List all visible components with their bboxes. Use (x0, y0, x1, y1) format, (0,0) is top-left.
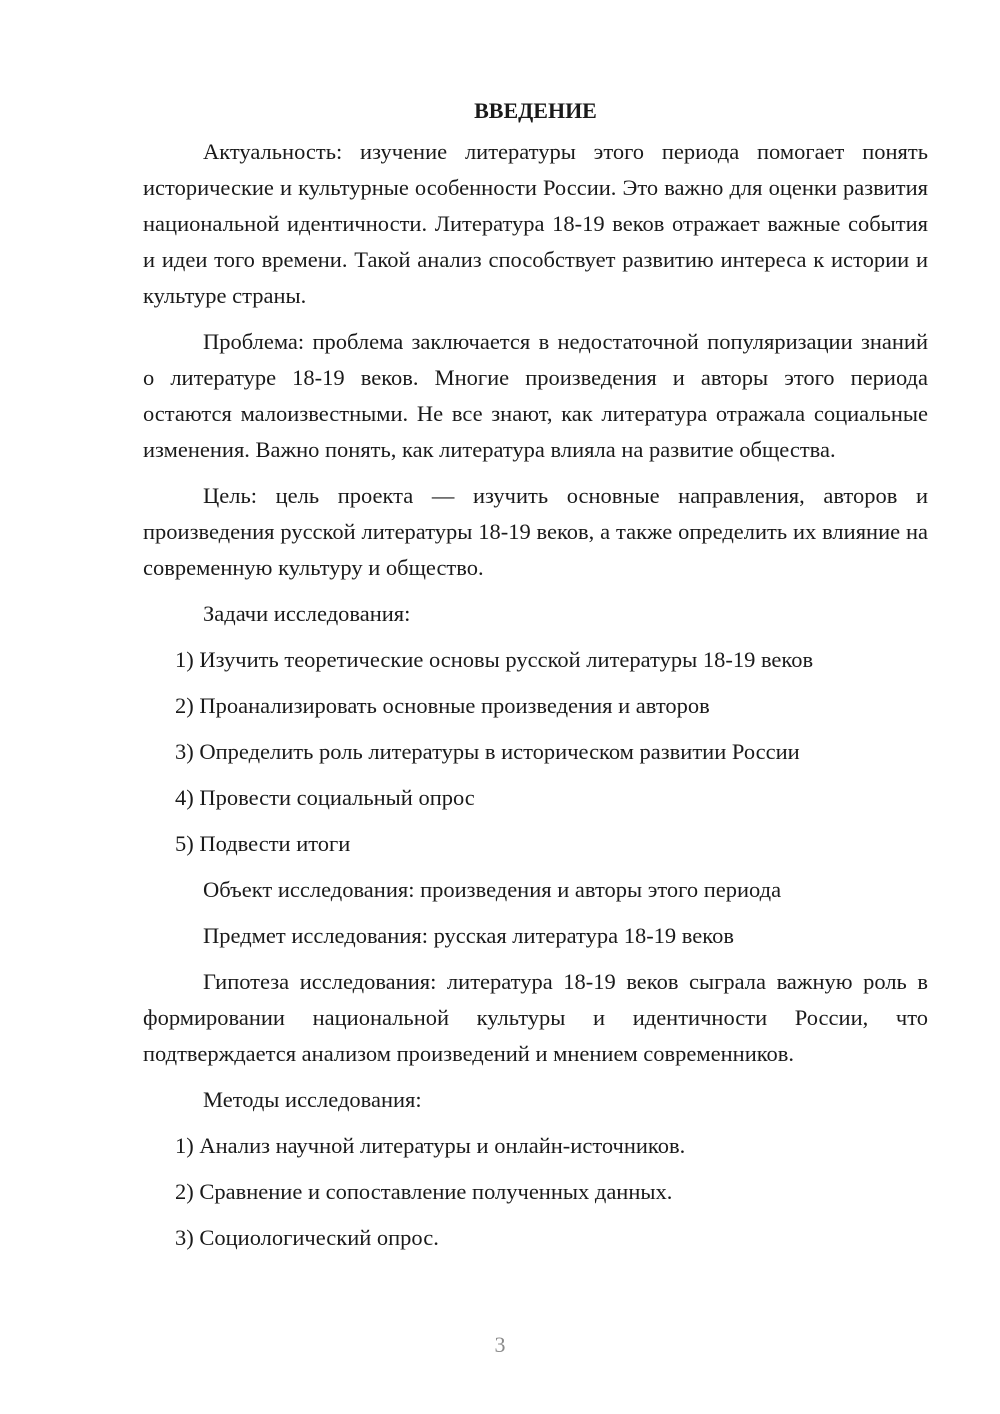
task-item: 2) Проанализировать основные произведения и авторов (175, 693, 710, 718)
task-item: 3) Определить роль литературы в историческом развитии России (175, 739, 800, 764)
methods-heading: Методы исследования: (203, 1087, 422, 1112)
tasks-heading: Задачи исследования: (203, 601, 411, 626)
goal-paragraph: Цель: цель проекта — изучить основные направления, авторов и произведения русской литературы 18-19 веков, а также определить их влияние на современную культуру и общество. (143, 483, 928, 580)
problem-paragraph: Проблема: проблема заключается в недостаточной популяризации знаний о литературе 18-19 веков. Многие произведения и авторы этого периода остаются малоизвестными. Не все знают, как литература отражала социальные изменения. Важно понять, как литература влияла на развитие общества. (143, 329, 928, 462)
task-item: 4) Провести социальный опрос (175, 785, 475, 810)
method-item: 2) Сравнение и сопоставление полученных данных. (175, 1179, 673, 1204)
task-item: 1) Изучить теоретические основы русской литературы 18-19 веков (175, 647, 814, 672)
research-subject: Предмет исследования: русская литература 18-19 веков (203, 923, 734, 948)
page-content (143, 94, 928, 1266)
method-item: 1) Анализ научной литературы и онлайн-источников. (175, 1133, 686, 1158)
section-title: ВВЕДЕНИЕ (474, 98, 597, 123)
page-number: 3 (494, 1332, 506, 1357)
method-item: 3) Социологический опрос. (175, 1225, 439, 1250)
hypothesis-paragraph: Гипотеза исследования: литература 18-19 веков сыграла важную роль в формировании национальной культуры и идентичности России, что подтверждается анализом произведений и мнением современников. (143, 969, 928, 1066)
task-item: 5) Подвести итоги (175, 831, 351, 856)
relevance-paragraph: Актуальность: изучение литературы этого периода помогает понять исторические и культурные особенности России. Это важно для оценки развития национальной идентичности. Литература 18-19 веков отражает важные события и идеи того времени. Такой анализ способствует развитию интереса к истории и культуре страны. (143, 139, 928, 308)
research-object: Объект исследования: произведения и авторы этого периода (203, 877, 782, 902)
